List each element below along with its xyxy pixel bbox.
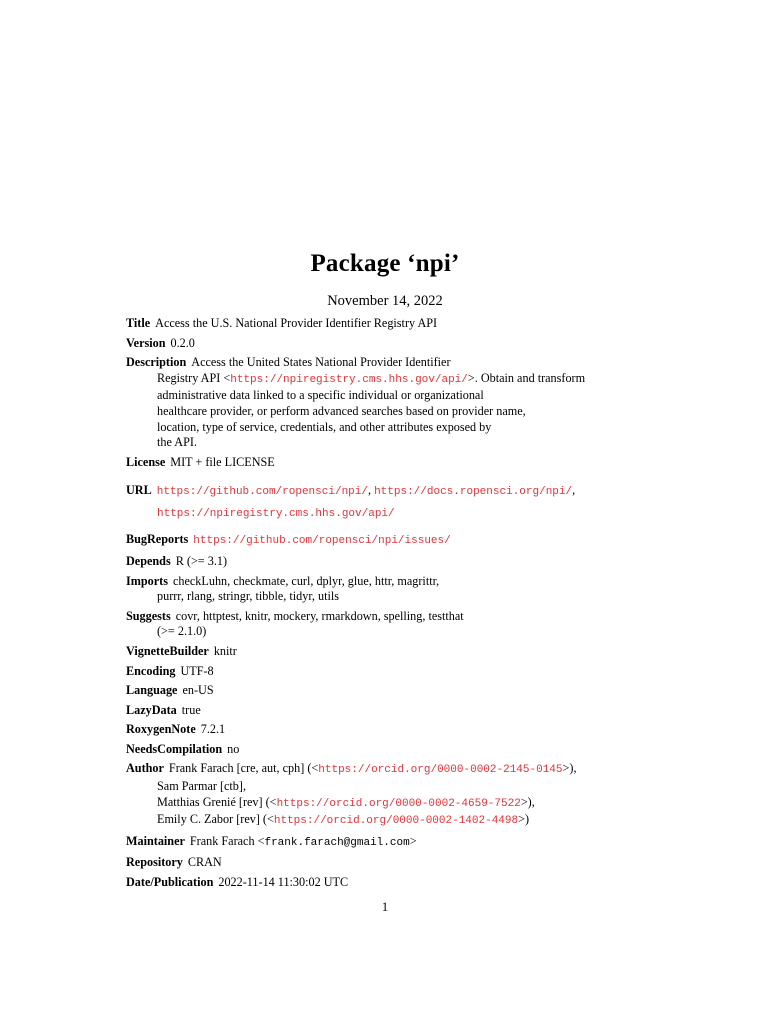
field-vignettebuilder	[126, 644, 596, 660]
field-datepublication	[126, 875, 596, 891]
field-depends	[126, 554, 596, 570]
author-line	[126, 795, 596, 813]
field-key: Maintainer	[126, 833, 185, 848]
url-link-registry[interactable]: https://npiregistry.cms.hhs.gov/api/	[157, 508, 395, 521]
field-value: knitr	[213, 643, 237, 658]
url-separator: ,	[572, 483, 576, 498]
field-value: CRAN	[187, 855, 222, 870]
url-link-github[interactable]: https://github.com/ropensci/npi/	[156, 486, 368, 499]
description-link[interactable]: https://npiregistry.cms.hhs.gov/api/	[230, 373, 468, 386]
field-key: Author	[126, 761, 164, 776]
field-value: no	[227, 741, 240, 756]
field-value: 0.2.0	[170, 335, 195, 350]
suggests-line: (>= 2.1.0)	[157, 624, 207, 639]
field-bugreports	[126, 532, 596, 550]
description-line: the API.	[157, 435, 197, 450]
author-line	[126, 812, 596, 830]
description-line: administrative data linked to a specific individual or organizational	[157, 388, 484, 403]
field-key: LazyData	[126, 702, 177, 717]
package-date: November 14, 2022	[327, 293, 443, 309]
field-value: 7.2.1	[200, 722, 226, 737]
author-text: Emily C. Zabor [rev] (<	[157, 812, 274, 827]
orcid-link[interactable]: https://orcid.org/0000-0002-4659-7522	[276, 797, 521, 810]
description-text: Registry API <	[157, 370, 231, 385]
maintainer-email: frank.farach@gmail.com	[264, 836, 410, 849]
field-maintainer	[126, 834, 596, 852]
author-text: >),	[520, 794, 535, 809]
maintainer-text: >	[409, 833, 417, 848]
field-author	[126, 761, 596, 829]
field-key: Description	[126, 355, 187, 370]
field-imports	[126, 574, 596, 605]
field-key: URL	[126, 483, 152, 498]
field-needscompilation	[126, 742, 596, 758]
field-key: Imports	[126, 573, 168, 588]
imports-line: purrr, rlang, stringr, tibble, tidyr, utils	[157, 589, 339, 604]
field-key: Repository	[126, 855, 183, 870]
description-text: >. Obtain and transform	[467, 370, 586, 385]
field-value: Access the U.S. National Provider Identifier Registry API	[155, 316, 438, 330]
field-suggests	[126, 609, 596, 640]
field-value: en-US	[182, 683, 214, 698]
description-fields	[126, 316, 596, 891]
orcid-link[interactable]: https://orcid.org/0000-0002-2145-0145	[318, 764, 563, 777]
author-text: >)	[518, 812, 530, 827]
field-version	[126, 336, 596, 352]
field-lazydata	[126, 703, 596, 719]
author-text: Matthias Grenié [rev] (<	[157, 794, 277, 809]
field-language	[126, 683, 596, 699]
url-link-docs[interactable]: https://docs.ropensci.org/npi/	[374, 486, 573, 499]
field-key: VignetteBuilder	[126, 643, 209, 658]
bugreports-link[interactable]: https://github.com/ropensci/npi/issues/	[193, 535, 451, 548]
description-line: healthcare provider, or perform advanced searches based on provider name,	[157, 403, 526, 418]
field-key: Version	[126, 335, 166, 350]
field-value: R (>= 3.1)	[175, 553, 228, 568]
field-roxygennote	[126, 722, 596, 738]
field-title	[126, 316, 596, 332]
orcid-link[interactable]: https://orcid.org/0000-0002-1402-4498	[273, 815, 519, 828]
field-value: UTF-8	[180, 663, 214, 678]
field-license	[126, 455, 596, 471]
field-url	[126, 480, 596, 524]
field-value: MIT + file LICENSE	[170, 454, 275, 469]
field-key: NeedsCompilation	[126, 741, 223, 756]
description-line: Access the United States National Provider Identifier	[191, 355, 451, 370]
field-key: RoxygenNote	[126, 722, 196, 737]
package-title: Package ‘npi’	[310, 250, 460, 277]
field-key: Date/Publication	[126, 875, 214, 890]
field-key: Language	[126, 683, 178, 698]
suggests-line: covr, httptest, knitr, mockery, rmarkdown, spelling, testthat	[175, 608, 464, 623]
author-text: >),	[562, 761, 577, 776]
field-key: BugReports	[126, 532, 189, 547]
field-key: License	[126, 454, 166, 469]
url-line	[126, 502, 596, 524]
field-key: Encoding	[126, 663, 176, 678]
description-line	[126, 371, 596, 389]
field-repository	[126, 855, 596, 871]
page-number: 1	[381, 900, 389, 914]
field-key: Title	[126, 316, 151, 330]
description-line: location, type of service, credentials, and other attributes exposed by	[157, 419, 492, 434]
field-value: true	[181, 702, 201, 717]
imports-line: checkLuhn, checkmate, curl, dplyr, glue, httr, magrittr,	[172, 573, 440, 588]
author-text: Frank Farach [cre, aut, cph] (<	[168, 761, 319, 776]
url-separator: ,	[367, 483, 375, 498]
field-key: Depends	[126, 553, 171, 568]
field-value: 2022-11-14 11:30:02 UTC	[218, 875, 349, 890]
field-key: Suggests	[126, 608, 171, 623]
field-encoding	[126, 664, 596, 680]
field-description	[126, 355, 596, 451]
author-line: Sam Parmar [ctb],	[157, 779, 247, 794]
maintainer-text: Frank Farach <	[189, 833, 265, 848]
